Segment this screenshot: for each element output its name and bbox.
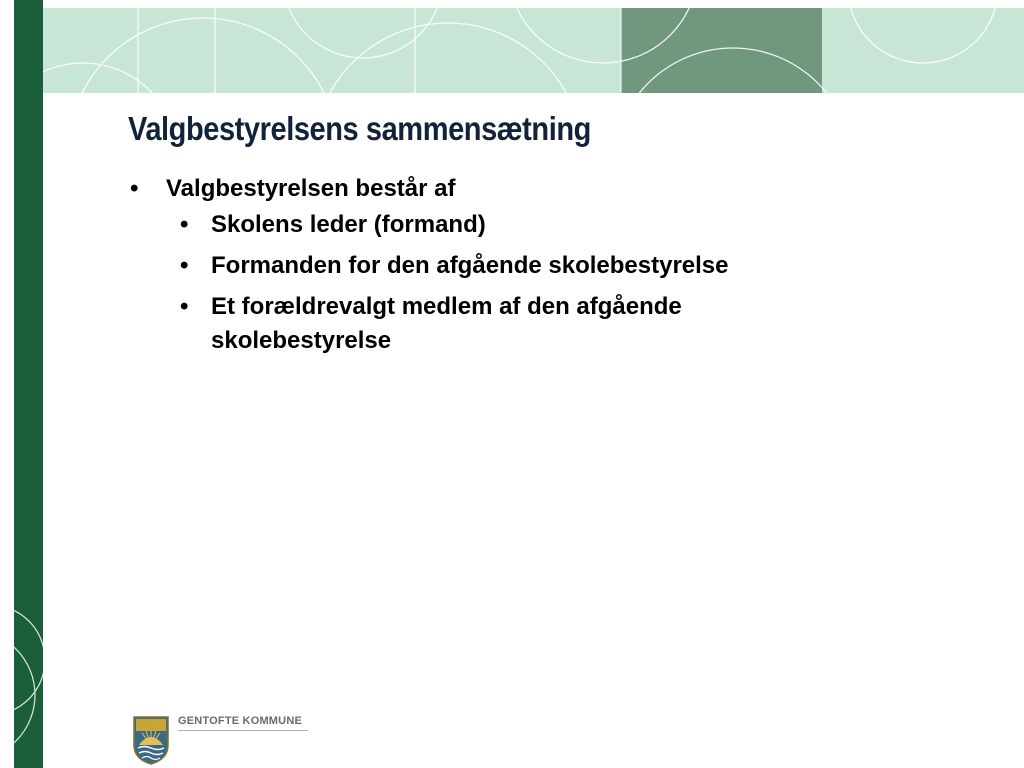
left-decorative-arcs (0, 590, 60, 768)
sub-bullet-item (166, 249, 888, 283)
sub-bullet-item (166, 290, 888, 358)
bullet-item (128, 172, 888, 358)
sub-bullet-list (166, 208, 888, 358)
top-decorative-band (43, 8, 1024, 93)
sub-bullet-text: Skolens leder (formand) (211, 211, 486, 238)
gentofte-logo (132, 712, 332, 768)
top-band-arcs (43, 8, 1024, 93)
sub-bullet-item (166, 208, 888, 242)
gentofte-crest-icon (132, 715, 170, 765)
bullet-text: Valgbestyrelsen består af (166, 175, 456, 202)
bullet-list (128, 172, 888, 366)
sub-bullet-text: Et forældrevalgt medlem af den afgående skolebestyrelse (211, 293, 682, 354)
sub-bullet-text: Formanden for den afgående skolebestyrelse (211, 252, 729, 279)
logo-underline (178, 730, 308, 731)
logo-text: GENTOFTE KOMMUNE (178, 715, 302, 727)
slide-title: Valgbestyrelsens sammensætning (128, 110, 591, 147)
